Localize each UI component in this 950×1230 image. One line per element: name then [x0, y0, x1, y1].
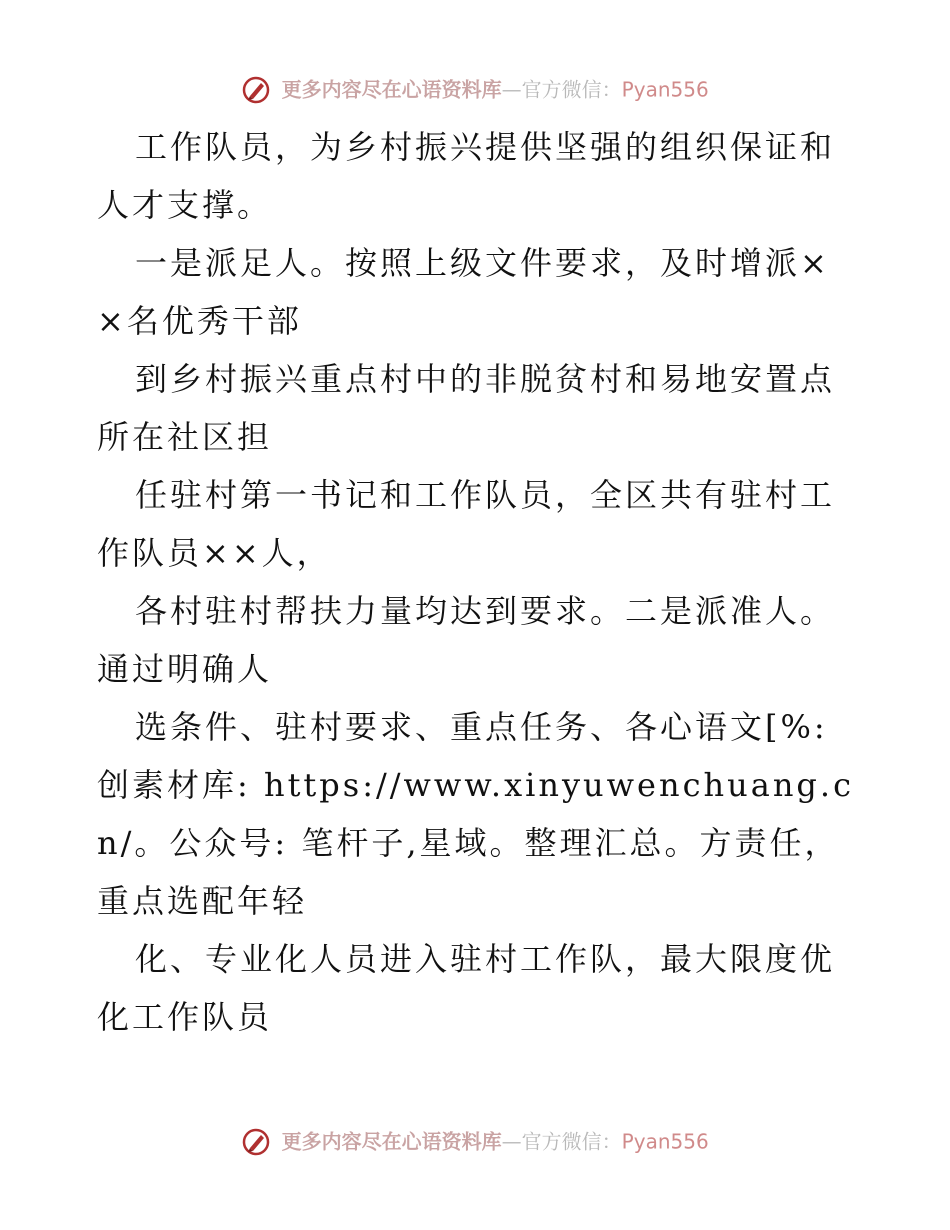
- watermark-wechat-id: Pyan556: [621, 77, 709, 102]
- watermark-text: 更多内容尽在心语资料库: [281, 77, 502, 102]
- paragraph: 任驻村第一书记和工作队员，全区共有驻村工作队员××人，: [97, 476, 836, 572]
- watermark-dash: —: [501, 1129, 522, 1154]
- watermark-wechat-label: 官方微信：: [521, 1129, 622, 1154]
- watermark-wechat-label: 官方微信：: [521, 77, 622, 102]
- paragraph: 一是派足人。按照上级文件要求，及时增派××名优秀干部: [97, 244, 830, 340]
- paragraph: 选条件、驻村要求、重点任务、各心语文[%:创素材库: https://www.xinyuwenchuang.cn/。公众号: 笔杆子,星域。整理汇总。方责任，重点选配年轻: [97, 708, 855, 920]
- watermark-wechat-id: Pyan556: [621, 1129, 709, 1154]
- footer-watermark: [0, 1126, 950, 1157]
- paragraph: 各村驻村帮扶力量均达到要求。二是派准人。通过明确人: [97, 592, 836, 688]
- paragraph: 到乡村振兴重点村中的非脱贫村和易地安置点所在社区担: [97, 360, 836, 456]
- paragraph: 化、专业化人员进入驻村工作队，最大限度优化工作队员: [97, 940, 836, 1036]
- watermark-dash: —: [501, 77, 522, 102]
- pen-logo-icon: [241, 1127, 271, 1157]
- paragraph: 工作队员，为乡村振兴提供坚强的组织保证和人才支撑。: [97, 128, 836, 224]
- header-watermark: [0, 74, 950, 105]
- watermark-text: 更多内容尽在心语资料库: [281, 1129, 502, 1154]
- pen-logo-icon: [241, 75, 271, 105]
- document-body: [97, 118, 857, 1046]
